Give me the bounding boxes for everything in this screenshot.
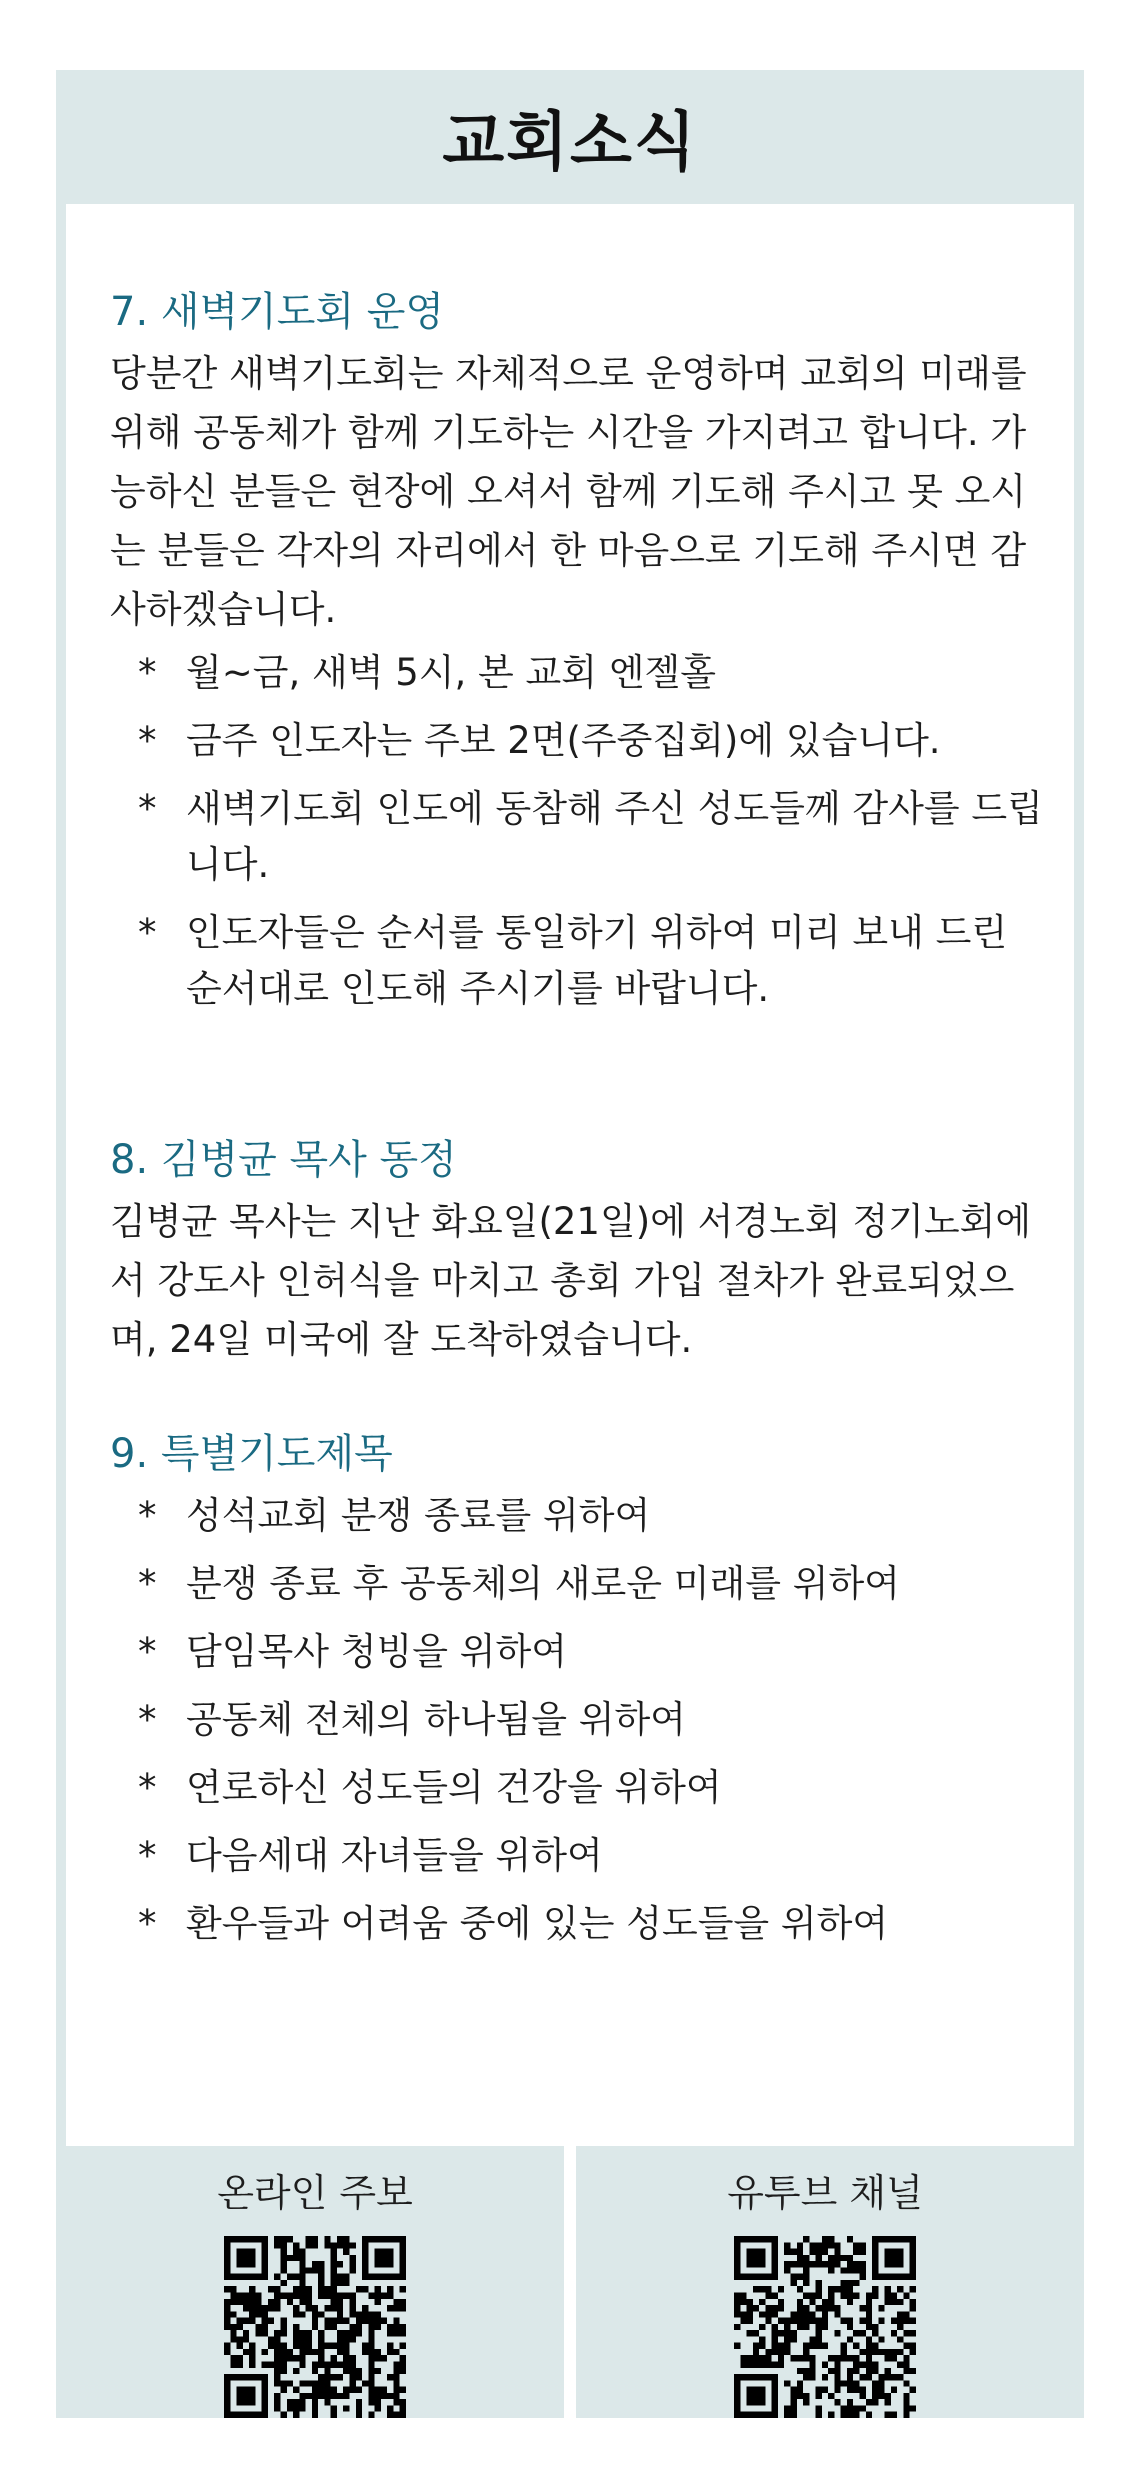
- list-item: * 다음세대 자녀들을 위하여: [110, 1828, 1050, 1884]
- list-item: * 금주 인도자는 주보 2면(주중집회)에 있습니다.: [110, 713, 1050, 769]
- qr-code-icon[interactable]: [222, 2236, 408, 2418]
- list-item: * 공동체 전체의 하나됨을 위하여: [110, 1692, 1050, 1748]
- section-pastor-news: [110, 1130, 1050, 1369]
- youtube-channel-qr[interactable]: [576, 2146, 1074, 2418]
- bullet-marker: *: [138, 719, 157, 762]
- bullet-list: [110, 1488, 1050, 1952]
- bullet-marker: *: [138, 1494, 157, 1537]
- bullet-list: [110, 645, 1050, 1017]
- section-heading: 9. 특별기도제목: [110, 1431, 393, 1477]
- panel-inner: [56, 70, 1084, 2418]
- section-dawn-prayer: [110, 282, 1050, 1029]
- online-bulletin-qr[interactable]: [66, 2146, 564, 2418]
- content-area: [66, 204, 1074, 2146]
- bullet-marker: *: [138, 1698, 157, 1741]
- section-paragraph: 당분간 새벽기도회는 자체적으로 운영하며 교회의 미래를 위해 공동체가 함께 기도하는 시간을 가지려고 합니다. 가능하신 분들은 현장에 오셔서 함께 기도해 주시고 못 오시는 분들은 각자의 자리에서 한 마음으로 기도해 주시면 감사하겠습니다.: [110, 352, 1027, 631]
- qr-label: 온라인 주보: [217, 2171, 413, 2215]
- list-item: * 담임목사 청빙을 위하여: [110, 1624, 1050, 1680]
- bullet-marker: *: [138, 1630, 157, 1673]
- list-item: * 분쟁 종료 후 공동체의 새로운 미래를 위하여: [110, 1556, 1050, 1612]
- section-prayer-requests: [110, 1424, 1050, 1964]
- section-heading: 8. 김병균 목사 동정: [110, 1137, 457, 1183]
- bullet-marker: *: [138, 911, 157, 954]
- bullet-marker: *: [138, 1902, 157, 1945]
- qr-code-icon[interactable]: [732, 2236, 918, 2418]
- section-paragraph: 김병균 목사는 지난 화요일(21일)에 서경노회 정기노회에서 강도사 인허식을 마치고 총회 가입 절차가 완료되었으며, 24일 미국에 잘 도착하였습니다.: [110, 1200, 1032, 1361]
- list-item: * 월~금, 새벽 5시, 본 교회 엔젤홀: [110, 645, 1050, 701]
- list-item: * 성석교회 분쟁 종료를 위하여: [110, 1488, 1050, 1544]
- list-item: * 연로하신 성도들의 건강을 위하여: [110, 1760, 1050, 1816]
- bullet-marker: *: [138, 651, 157, 694]
- qr-label: 유투브 채널: [727, 2171, 923, 2215]
- bullet-marker: *: [138, 1766, 157, 1809]
- bullet-marker: *: [138, 1834, 157, 1877]
- qr-divider: [564, 2146, 576, 2418]
- page-title: 교회소식: [442, 106, 698, 180]
- list-item: * 새벽기도회 인도에 동참해 주신 성도들께 감사를 드립니다.: [110, 781, 1050, 893]
- bullet-marker: *: [138, 787, 157, 830]
- section-heading: 7. 새벽기도회 운영: [110, 289, 445, 335]
- bullet-marker: *: [138, 1562, 157, 1605]
- list-item: * 인도자들은 순서를 통일하기 위하여 미리 보내 드린 순서대로 인도해 주시기를 바랍니다.: [110, 905, 1050, 1017]
- list-item: * 환우들과 어려움 중에 있는 성도들을 위하여: [110, 1896, 1050, 1952]
